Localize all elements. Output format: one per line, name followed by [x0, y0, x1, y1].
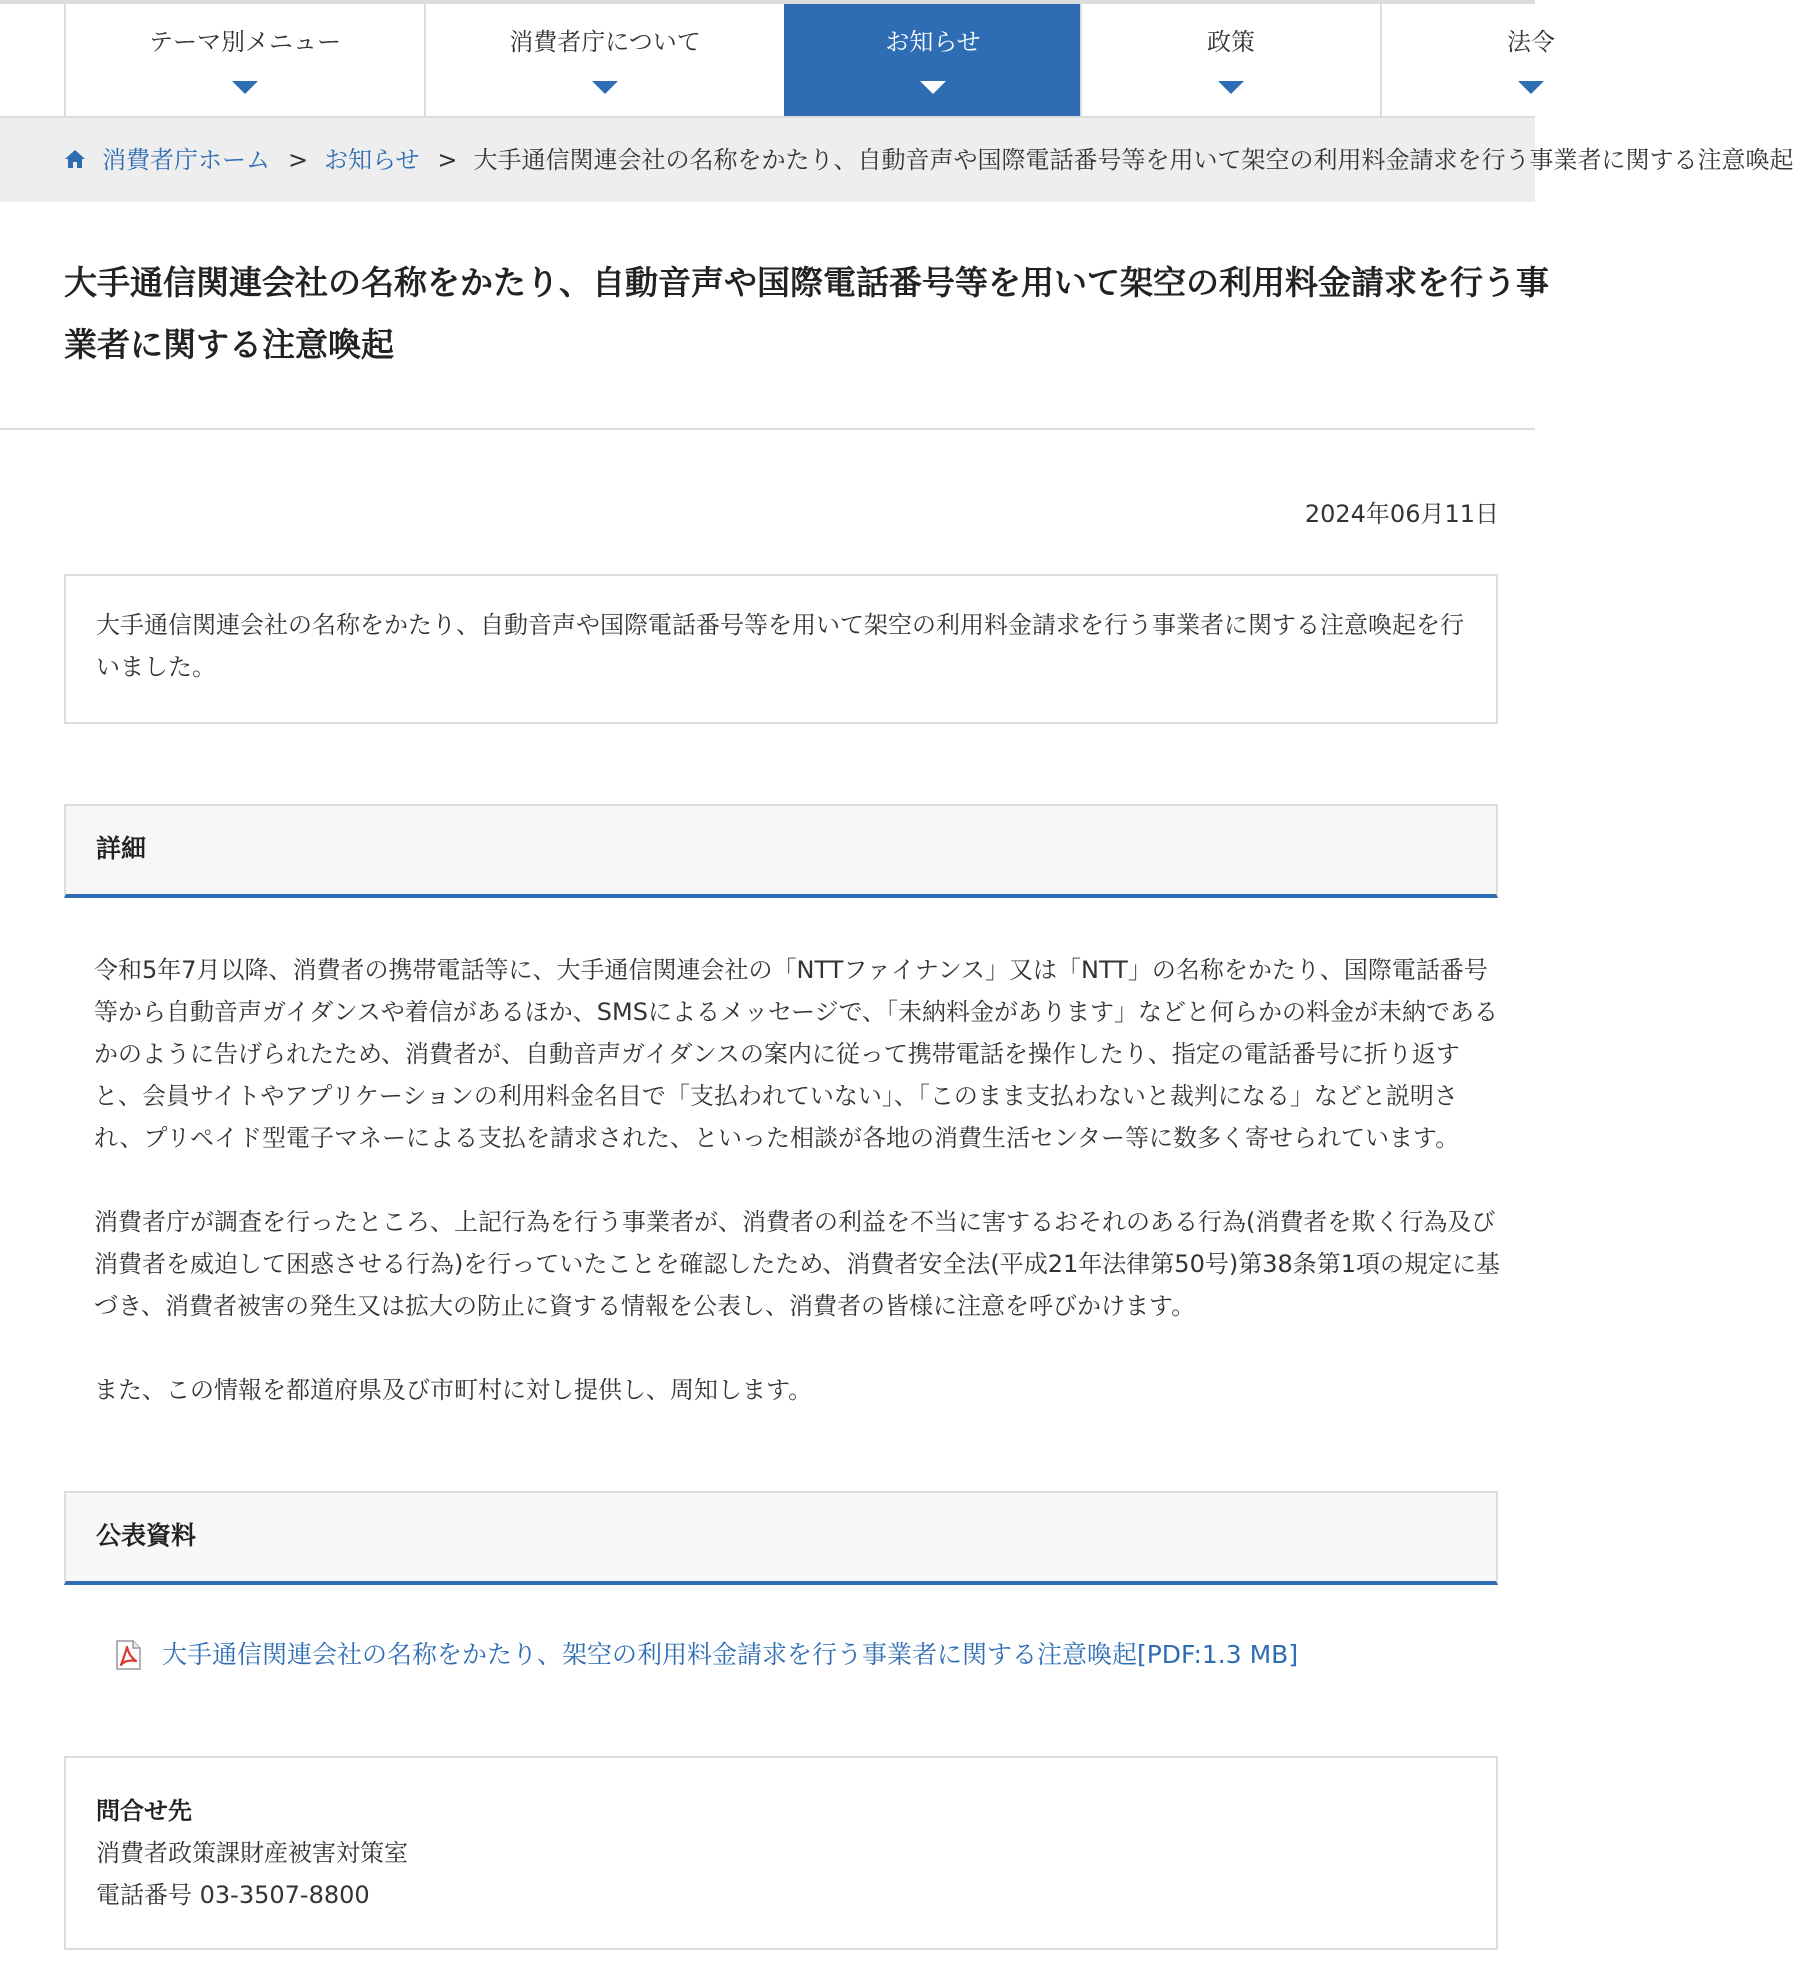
nav-item-theme-menu[interactable]	[64, 4, 424, 116]
breadcrumb-current: 大手通信関連会社の名称をかたり、自動音声や国際電話番号等を用いて架空の利用料金請求を行う事業者に関する注意喚起	[473, 146, 1794, 174]
nav-item-label: 消費者庁について	[509, 28, 701, 56]
nav-item-news[interactable]	[784, 4, 1080, 116]
breadcrumb-separator: >	[288, 146, 309, 174]
caret-down-icon	[1518, 81, 1544, 94]
caret-down-icon	[592, 81, 618, 94]
nav-item-policy[interactable]	[1080, 4, 1380, 116]
caret-down-icon	[920, 81, 946, 94]
contact-phone: 電話番号 03-3507-8800	[96, 1881, 370, 1909]
nav-item-label: 政策	[1207, 28, 1255, 56]
summary-box: 大手通信関連会社の名称をかたり、自動音声や国際電話番号等を用いて架空の利用料金請求を行う事業者に関する注意喚起を行いました。	[64, 574, 1498, 724]
contact-box	[64, 1756, 1498, 1950]
page-title: 大手通信関連会社の名称をかたり、自動音声や国際電話番号等を用いて架空の利用料金請求を行う事業者に関する注意喚起	[64, 263, 1549, 364]
details-paragraph: 消費者庁が調査を行ったところ、上記行為を行う事業者が、消費者の利益を不当に害するおそれのある行為(消費者を欺く行為及び消費者を威迫して困惑させる行為)を行っていたことを確認したため、消費者安全法(平成21年法律第50号)第38条第1項の規定に基づき、消費者被害の発生又は拡大の防止に資する情報を公表し、消費者の皆様に注意を呼びかけます。	[94, 1208, 1501, 1320]
nav-item-label: 法令	[1507, 28, 1555, 56]
details-heading: 詳細	[64, 804, 1498, 898]
breadcrumb-home-link[interactable]: 消費者庁ホーム	[102, 146, 270, 174]
title-divider	[0, 428, 1535, 430]
nav-item-laws[interactable]	[1380, 4, 1680, 116]
breadcrumb-separator: >	[437, 146, 458, 174]
breadcrumb-trail	[102, 118, 1794, 202]
breadcrumb-news-link[interactable]: お知らせ	[324, 146, 420, 174]
contact-department: 消費者政策課財産被害対策室	[96, 1839, 408, 1867]
publish-date: 2024年06月11日	[1304, 500, 1499, 528]
details-paragraph: 令和5年7月以降、消費者の携帯電話等に、大手通信関連会社の「NTTファイナンス」又は「NTT」の名称をかたり、国際電話番号等から自動音声ガイダンスや着信があるほか、SMSによるメッセージで、「未納料金があります」などと何らかの料金が未納であるかのように告げられたため、消費者が、自動音声ガイダンスの案内に従って携帯電話を操作したり、指定の電話番号に折り返すと、会員サイトやアプリケーションの利用料金名目で「支払われていない」、「このまま支払わないと裁判になる」などと説明され、プリペイド型電子マネーによる支払を請求された、といった相談が各地の消費生活センター等に数多く寄せられています。	[94, 956, 1499, 1152]
attachment-pdf-link[interactable]: 大手通信関連会社の名称をかたり、架空の利用料金請求を行う事業者に関する注意喚起[PDF:1.3 MB]	[161, 1640, 1299, 1669]
pdf-icon	[112, 1639, 144, 1671]
attachment-item	[112, 1636, 1298, 1673]
nav-item-label: テーマ別メニュー	[149, 28, 341, 56]
contact-heading: 問合せ先	[96, 1797, 192, 1825]
breadcrumb	[0, 118, 1794, 202]
global-nav	[0, 0, 1555, 118]
nav-item-label: お知らせ	[885, 28, 981, 56]
caret-down-icon	[232, 81, 258, 94]
details-paragraph: また、この情報を都道府県及び市町村に対し提供し、周知します。	[94, 1376, 813, 1404]
caret-down-icon	[1218, 81, 1244, 94]
materials-heading: 公表資料	[64, 1491, 1498, 1585]
nav-item-about[interactable]	[424, 4, 784, 116]
home-icon[interactable]	[64, 149, 86, 169]
